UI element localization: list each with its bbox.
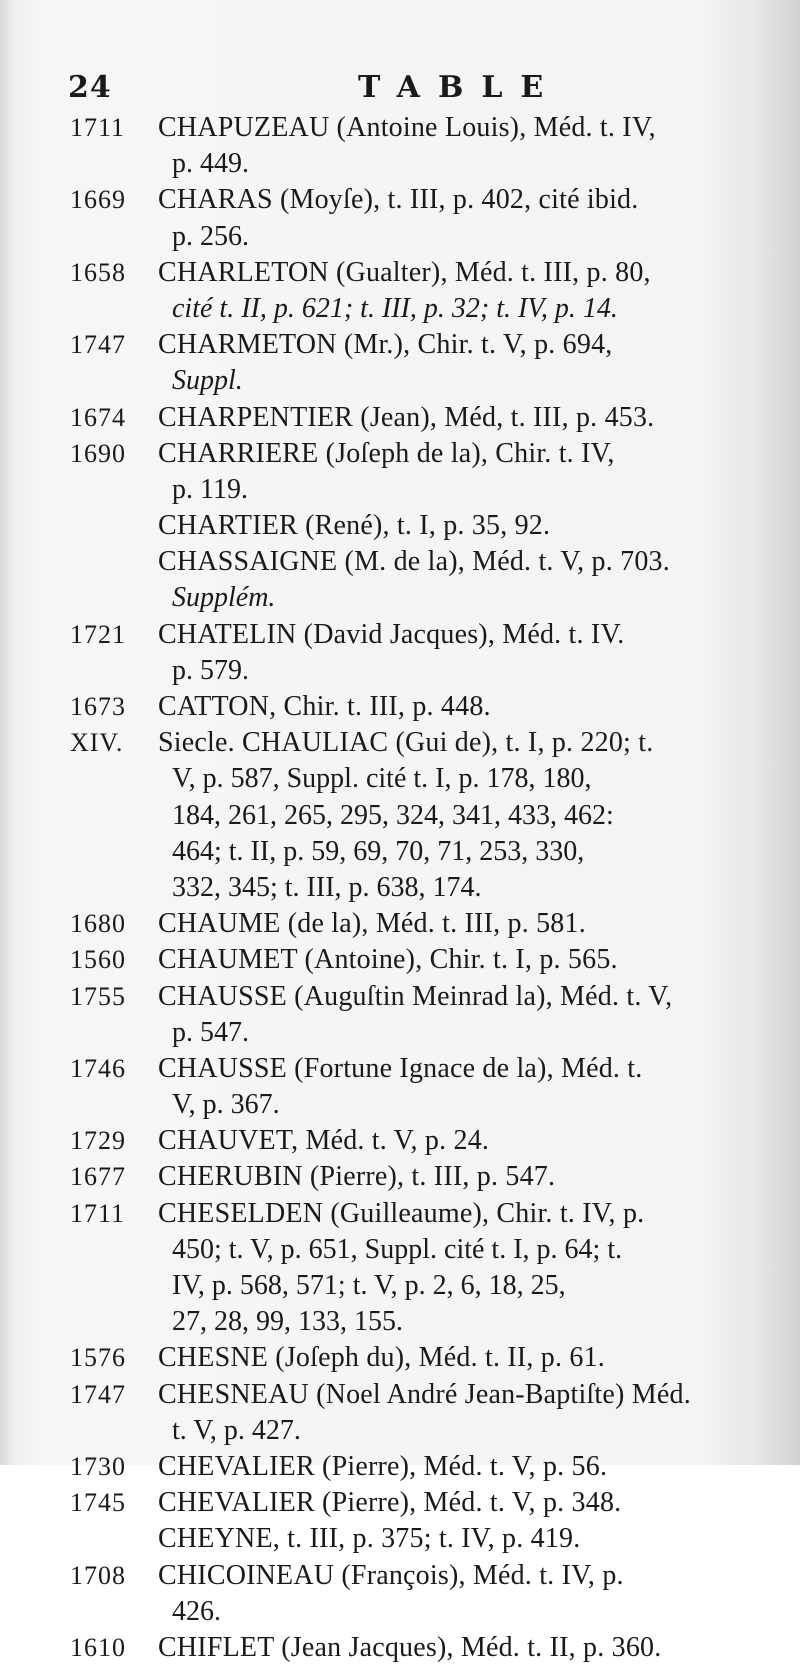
index-entry xyxy=(70,508,790,544)
entry-text: 450; t. V, p. 651, Suppl. cité t. I, p. 64; t. xyxy=(172,1233,623,1265)
entry-first-line xyxy=(70,1159,790,1195)
entry-year: 1755 xyxy=(70,981,126,1011)
entry-text: IV, p. 568, 571; t. V, p. 2, 6, 18, 25, xyxy=(172,1270,566,1301)
entry-first-line xyxy=(70,1196,790,1232)
index-entry xyxy=(70,182,790,254)
entry-first-line xyxy=(70,1123,790,1159)
entry-first-line xyxy=(70,1449,790,1485)
entry-first-line xyxy=(70,1521,790,1557)
entry-first-line xyxy=(70,1051,790,1087)
entry-text: 184, 261, 265, 295, 324, 341, 433, 462: xyxy=(172,799,614,831)
entry-year: 1560 xyxy=(70,945,126,975)
entry-text: 27, 28, 99, 133, 155. xyxy=(172,1306,403,1338)
entry-continuation-line xyxy=(70,834,790,870)
entry-text: CHAUME (de la), Méd. t. III, p. 581. xyxy=(158,908,586,940)
entry-text: CHASSAIGNE (M. de la), Méd. t. V, p. 703. xyxy=(158,546,670,578)
entry-year: 1746 xyxy=(70,1053,126,1083)
entry-continuation-line xyxy=(70,1087,790,1123)
index-entry xyxy=(70,1196,790,1341)
entry-year: 1673 xyxy=(70,692,126,721)
entry-text: CHARMETON (Mr.), Chir. t. V, p. 694, xyxy=(158,329,613,361)
entry-continuation-line xyxy=(70,291,790,327)
entry-year: 1711 xyxy=(70,113,126,142)
entry-text: CHAPUZEAU (Antoine Louis), Méd. t. IV, xyxy=(158,112,656,143)
page-header xyxy=(68,70,768,110)
entry-text: t. V, p. 427. xyxy=(172,1414,301,1446)
entry-first-line xyxy=(70,1558,790,1594)
entry-continuation-line xyxy=(70,1232,790,1268)
entry-year: 1669 xyxy=(70,185,126,215)
index-entry xyxy=(70,1051,790,1123)
entry-text: CHESNEAU (Noel André Jean-Baptiſte) Méd. xyxy=(158,1378,691,1410)
index-entry xyxy=(70,1630,790,1666)
entry-continuation-line xyxy=(70,363,790,399)
entry-year: 1711 xyxy=(70,1198,126,1228)
index-entry xyxy=(70,1123,790,1159)
entry-text: Suppl. xyxy=(172,365,243,397)
entry-text: CHESNE (Joſeph du), Méd. t. II, p. 61. xyxy=(158,1342,606,1374)
entry-text: V, p. 587, Suppl. cité t. I, p. 178, 180, xyxy=(172,763,592,795)
index-entry xyxy=(70,110,790,182)
index-entry xyxy=(70,1159,790,1195)
entry-year: 1729 xyxy=(70,1126,126,1156)
entry-text: CHEYNE, t. III, p. 375; t. IV, p. 419. xyxy=(158,1523,581,1555)
entry-text: CHICOINEAU (François), Méd. t. IV, p. xyxy=(158,1559,624,1591)
index-entry xyxy=(70,436,790,508)
entry-year: 1576 xyxy=(70,1343,126,1373)
entry-text: Supplém. xyxy=(172,582,276,614)
entry-first-line xyxy=(70,327,790,363)
entry-text: CHARRIERE (Joſeph de la), Chir. t. IV, xyxy=(158,437,615,469)
entry-continuation-line xyxy=(70,870,790,906)
entry-continuation-line xyxy=(70,472,790,508)
entry-continuation-line xyxy=(70,653,790,689)
entry-year: 1708 xyxy=(70,1560,126,1590)
entry-first-line xyxy=(70,1377,790,1413)
entry-year: 1690 xyxy=(70,438,126,468)
entry-text: CHESELDEN (Guilleaume), Chir. t. IV, p. xyxy=(158,1197,645,1229)
entry-year: XIV. xyxy=(70,728,124,758)
entry-first-line xyxy=(70,544,790,580)
entry-text: CATTON, Chir. t. III, p. 448. xyxy=(158,691,491,722)
index-entry xyxy=(70,1377,790,1449)
entry-first-line xyxy=(70,182,790,218)
entry-year: 1677 xyxy=(70,1162,126,1192)
entry-text: CHARPENTIER (Jean), Méd, t. III, p. 453. xyxy=(158,401,655,433)
entry-first-line xyxy=(70,942,790,978)
entry-continuation-line xyxy=(70,1268,790,1304)
index-entry xyxy=(70,617,790,689)
entry-text: Siecle. CHAULIAC (Gui de), t. I, p. 220; t. xyxy=(158,727,654,759)
entry-text: p. 449. xyxy=(172,148,249,180)
entry-continuation-line xyxy=(70,146,790,182)
entry-year: 1658 xyxy=(70,257,126,287)
entry-text: CHARLETON (Gualter), Méd. t. III, p. 80, xyxy=(158,256,651,288)
entry-year: 1747 xyxy=(70,330,126,360)
entry-text: p. 256. xyxy=(172,220,249,252)
entry-first-line xyxy=(70,508,790,544)
entry-first-line xyxy=(70,725,790,761)
entry-continuation-line xyxy=(70,580,790,616)
index-entry xyxy=(70,1558,790,1630)
entry-first-line xyxy=(70,1485,790,1521)
entry-year: 1610 xyxy=(70,1632,126,1662)
entry-continuation-line xyxy=(70,1413,790,1449)
index-entry xyxy=(70,1521,790,1557)
index-entry xyxy=(70,544,790,616)
entry-text: CHATELIN (David Jacques), Méd. t. IV. xyxy=(158,618,625,650)
entry-first-line xyxy=(70,689,790,725)
entry-text: p. 579. xyxy=(172,654,249,686)
entry-text: CHERUBIN (Pierre), t. III, p. 547. xyxy=(158,1161,556,1193)
entry-text: cité t. II, p. 621; t. III, p. 32; t. IV, p. 14. xyxy=(172,292,618,324)
entry-first-line xyxy=(70,979,790,1015)
entry-text: CHAUMET (Antoine), Chir. t. I, p. 565. xyxy=(158,944,618,976)
index-entries xyxy=(70,110,790,1666)
entry-text: V, p. 367. xyxy=(172,1089,280,1121)
entry-first-line xyxy=(70,1340,790,1376)
entry-first-line xyxy=(70,436,790,472)
index-entry xyxy=(70,942,790,978)
entry-text: 464; t. II, p. 59, 69, 70, 71, 253, 330, xyxy=(172,835,585,867)
entry-year: 1747 xyxy=(70,1379,126,1409)
entry-text: p. 119. xyxy=(172,473,248,505)
entry-text: p. 547. xyxy=(172,1016,249,1048)
index-entry xyxy=(70,979,790,1051)
entry-year: 1674 xyxy=(70,402,126,432)
entry-continuation-line xyxy=(70,761,790,797)
index-entry xyxy=(70,255,790,327)
entry-continuation-line xyxy=(70,219,790,255)
entry-text: 426. xyxy=(172,1595,221,1627)
entry-text: CHIFLET (Jean Jacques), Méd. t. II, p. 360. xyxy=(158,1631,662,1663)
index-entry xyxy=(70,327,790,399)
entry-year: 1721 xyxy=(70,619,126,649)
entry-first-line xyxy=(70,617,790,653)
entry-continuation-line xyxy=(70,798,790,834)
entry-text: CHAUVET, Méd. t. V, p. 24. xyxy=(158,1125,490,1157)
entry-first-line xyxy=(70,1630,790,1666)
entry-text: CHARTIER (René), t. I, p. 35, 92. xyxy=(158,510,551,542)
entry-text: 332, 345; t. III, p. 638, 174. xyxy=(172,871,482,903)
index-entry xyxy=(70,906,790,942)
index-entry xyxy=(70,1340,790,1376)
entry-text: CHAUSSE (Fortune Ignace de la), Méd. t. xyxy=(158,1052,643,1084)
entry-continuation-line xyxy=(70,1015,790,1051)
entry-year: 1730 xyxy=(70,1451,126,1481)
entry-year: 1680 xyxy=(70,909,126,939)
index-entry xyxy=(70,725,790,906)
entry-first-line xyxy=(70,400,790,436)
page-number: 24 xyxy=(68,70,112,105)
entry-text: CHEVALIER (Pierre), Méd. t. V, p. 56. xyxy=(158,1450,608,1482)
entry-continuation-line xyxy=(70,1304,790,1340)
entry-first-line xyxy=(70,255,790,291)
entry-year: 1745 xyxy=(70,1488,126,1518)
entry-text: CHAUSSE (Auguſtin Meinrad la), Méd. t. V, xyxy=(158,980,673,1012)
entry-first-line xyxy=(70,906,790,942)
index-entry xyxy=(70,400,790,436)
entry-first-line xyxy=(70,110,790,146)
index-entry xyxy=(70,1449,790,1485)
entry-continuation-line xyxy=(70,1594,790,1630)
running-title: TABLE xyxy=(358,70,562,105)
index-entry xyxy=(70,1485,790,1521)
entry-text: CHEVALIER (Pierre), Méd. t. V, p. 348. xyxy=(158,1487,622,1519)
index-entry xyxy=(70,689,790,725)
entry-text: CHARAS (Moyſe), t. III, p. 402, cité ibid. xyxy=(158,184,639,216)
